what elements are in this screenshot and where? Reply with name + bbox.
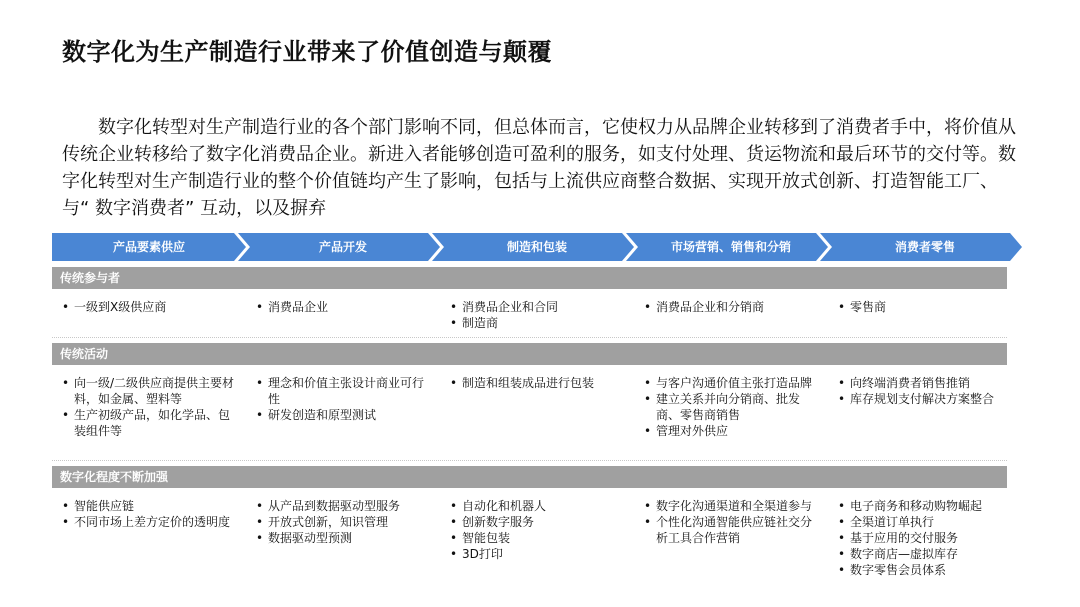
page-title: 数字化为生产制造行业带来了价值创造与颠覆 <box>62 38 552 66</box>
list-item: • 数字商店—虚拟库存 <box>836 546 1016 562</box>
list-item: • 全渠道订单执行 <box>836 514 1016 530</box>
list-item: • 零售商 <box>836 299 1016 315</box>
section-band-digitalization: 数字化程度不断加强 <box>52 466 1007 488</box>
section2-col2 <box>254 375 434 423</box>
list-item: • 一级到X级供应商 <box>60 299 240 315</box>
list-item: • 理念和价值主张设计商业可行性 <box>254 375 434 407</box>
list-item: • 数字零售会员体系 <box>836 562 1016 578</box>
list-item: • 研发创造和原型测试 <box>254 407 434 423</box>
list-item: • 与客户沟通价值主张打造品牌 <box>642 375 822 391</box>
section1-col3 <box>448 299 628 331</box>
section-divider <box>52 460 1007 461</box>
section-band-traditional-activities: 传统活动 <box>52 343 1007 365</box>
list-item: • 生产初级产品，如化学品、包装组件等 <box>60 407 240 439</box>
list-item: • 智能包装 <box>448 530 628 546</box>
list-item: • 建立关系并向分销商、批发商、零售商销售 <box>642 391 822 423</box>
section3-col3 <box>448 498 628 562</box>
list-item: • 基于应用的交付服务 <box>836 530 1016 546</box>
section2-col3 <box>448 375 628 391</box>
section1-col5 <box>836 299 1016 315</box>
section3-col4 <box>642 498 822 546</box>
list-item: • 创新数字服务 <box>448 514 628 530</box>
list-item: • 从产品到数据驱动型服务 <box>254 498 434 514</box>
list-item: • 智能供应链 <box>60 498 240 514</box>
list-item: • 数据驱动型预测 <box>254 530 434 546</box>
value-chain-chevrons <box>52 233 1022 261</box>
list-item: • 不同市场上差方定价的透明度 <box>60 514 240 530</box>
list-item: • 电子商务和移动购物崛起 <box>836 498 1016 514</box>
section1-col4 <box>642 299 822 315</box>
section3-col5 <box>836 498 1016 578</box>
list-item: • 自动化和机器人 <box>448 498 628 514</box>
list-item: • 制造商 <box>448 315 628 331</box>
list-item: • 向终端消费者销售推销 <box>836 375 1016 391</box>
list-item: • 个性化沟通智能供应链社交分析工具合作营销 <box>642 514 822 546</box>
intro-paragraph <box>62 114 1022 224</box>
intro-text: 数字化转型对生产制造行业的各个部门影响不同，但总体而言，它使权力从品牌企业转移到了消费者手中，将价值从传统企业转移给了数字化消费品企业。新进入者能够创造可盈利的服务，如支付处理、货运物流和最后环节的交付等。数字化转型对生产制造行业的整个价值链均产生了影响，包括与上流供应商整合数据、实现开放式创新、打造智能工厂、与“ 数字消费者” 互动，以及摒弃 <box>62 117 1016 219</box>
list-item: • 制造和组装成品进行包装 <box>448 375 628 391</box>
stage-label-5: 消费者零售 <box>894 240 955 254</box>
section2-col1 <box>60 375 240 439</box>
section1-col1 <box>60 299 240 315</box>
section1-col2 <box>254 299 434 315</box>
section2-col5 <box>836 375 1016 407</box>
section-divider <box>52 337 1007 338</box>
stage-label-3: 制造和包装 <box>506 240 567 254</box>
list-item: • 开放式创新，知识管理 <box>254 514 434 530</box>
list-item: • 库存规划支付解决方案整合 <box>836 391 1016 407</box>
section3-col1 <box>60 498 240 530</box>
section-band-traditional-players: 传统参与者 <box>52 267 1007 289</box>
list-item: • 消费品企业 <box>254 299 434 315</box>
list-item: • 消费品企业和合同 <box>448 299 628 315</box>
list-item: • 管理对外供应 <box>642 423 822 439</box>
stage-label-2: 产品开发 <box>318 240 367 254</box>
list-item: • 向一级/二级供应商提供主要材料，如金属、塑料等 <box>60 375 240 407</box>
stage-label-1: 产品要素供应 <box>112 240 185 254</box>
list-item: • 消费品企业和分销商 <box>642 299 822 315</box>
section3-col2 <box>254 498 434 546</box>
stage-label-4: 市场营销、销售和分销 <box>670 240 791 254</box>
list-item: • 3D打印 <box>448 546 628 562</box>
list-item: • 数字化沟通渠道和全渠道参与 <box>642 498 822 514</box>
section2-col4 <box>642 375 822 439</box>
